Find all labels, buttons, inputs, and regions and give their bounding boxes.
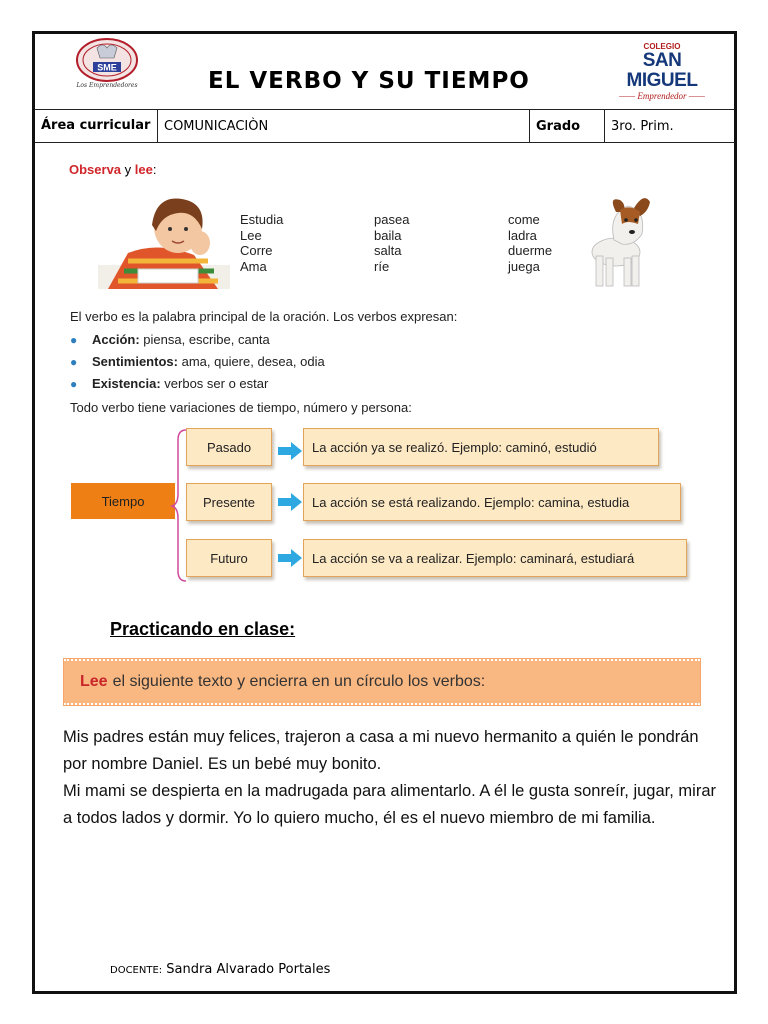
reading-line: por nombre Daniel. Es un bebé muy bonito.	[63, 755, 382, 773]
san-miguel-logo	[606, 42, 718, 101]
grade-label: Grado	[530, 110, 605, 142]
arrow-right-icon	[278, 493, 302, 511]
observe-heading: Observa y lee:	[69, 162, 157, 177]
explanation-pasado: La acción ya se realizó. Ejemplo: caminó, estudió	[303, 428, 659, 466]
reading-line: a todos lados y dormir. Yo lo quiero mucho, él es el nuevo miembro de mi familia.	[63, 809, 656, 827]
explanation-futuro: La acción se va a realizar. Ejemplo: caminará, estudiará	[303, 539, 687, 577]
practice-heading: Practicando en clase:	[110, 619, 296, 639]
verb-column-3: come ladra duerme juega	[508, 212, 553, 274]
verb-column-1: Estudia Lee Corre Ama	[240, 212, 284, 274]
list-item: ● Acción: piensa, escribe, canta	[70, 332, 270, 347]
area-value: COMUNICACIÒN	[158, 110, 530, 142]
tiempo-box: Tiempo	[71, 483, 175, 519]
instruction-text: el siguiente texto y encierra en un círculo los verbos:	[112, 673, 486, 690]
course-info-table	[35, 109, 735, 143]
reading-line: Mis padres están muy felices, trajeron a casa a mi nuevo hermanito a quién le pondrán	[63, 728, 699, 746]
grade-value: 3ro. Prim.	[611, 118, 674, 134]
verb-column-2: pasea baila salta ríe	[374, 212, 410, 274]
list-item: ● Existencia: verbos ser o estar	[70, 376, 269, 391]
tense-presente: Presente	[186, 483, 272, 521]
school-crest-logo	[69, 38, 145, 94]
list-item: ● Sentimientos: ama, quiere, desea, odia	[70, 354, 325, 369]
explanation-presente: La acción se está realizando. Ejemplo: camina, estudia	[303, 483, 681, 521]
verb-types-list	[70, 329, 325, 395]
reading-passage	[63, 724, 716, 832]
tense-futuro: Futuro	[186, 539, 272, 577]
reading-line: Mi mami se despierta en la madrugada para alimentarlo. A él le gusta sonreír, jugar, mirar	[63, 782, 716, 800]
page-title: EL VERBO Y SU TIEMPO	[208, 68, 530, 94]
area-label: Área curricular	[35, 110, 158, 142]
verb-definition: El verbo es la palabra principal de la oración. Los verbos expresan:	[70, 309, 458, 324]
crest-icon	[69, 38, 145, 84]
arrow-right-icon	[278, 442, 302, 460]
variations-text: Todo verbo tiene variaciones de tiempo, número y persona:	[70, 400, 412, 415]
arrow-right-icon	[278, 549, 302, 567]
logo-name-text: SAN MIGUEL	[626, 50, 698, 91]
crest-caption: Los Emprendedores	[76, 82, 138, 89]
instruction-banner	[64, 659, 700, 705]
instruction-keyword: Lee	[80, 673, 108, 690]
teacher-footer: DOCENTE: Sandra Alvarado Portales	[110, 962, 331, 977]
tense-pasado: Pasado	[186, 428, 272, 466]
logo-colegio-text: COLEGIO	[643, 42, 681, 51]
svg-text:SME: SME	[97, 62, 117, 73]
logo-sub-text: —— Emprendedor ——	[619, 91, 705, 101]
boy-reading-illustration	[98, 193, 230, 289]
dog-illustration	[578, 190, 658, 290]
